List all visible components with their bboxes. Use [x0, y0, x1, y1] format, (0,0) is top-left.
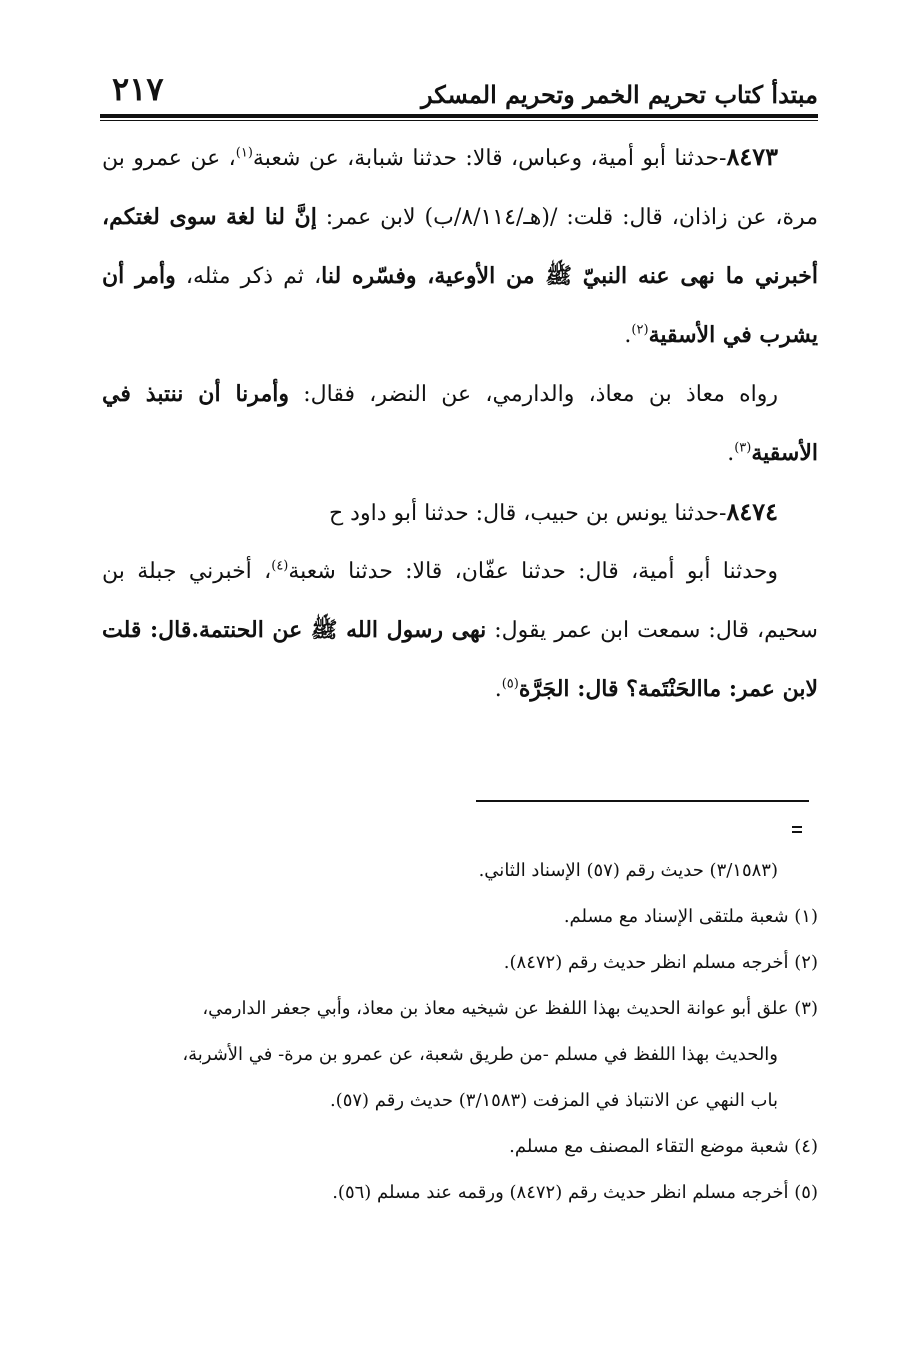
commentary-paragraph — [102, 365, 818, 483]
footnote-2: (٢) أخرجه مسلم انظر حديث رقم (٨٤٧٢). — [503, 952, 818, 973]
page-header — [100, 64, 818, 112]
text-run: -حدثنا أبو أمية، وعباس، قالا: حدثنا شبابة، عن شعبة — [252, 146, 727, 171]
continuation-mark — [792, 826, 802, 828]
hadith-number: ٨٤٧٤ — [726, 497, 778, 526]
footnote-3-line-2: والحديث بهذا اللفظ في مسلم -من طريق شعبة، عن عمرو بن مرة- في الأشربة، — [182, 1044, 778, 1065]
footnotes — [102, 848, 818, 1216]
footnote-4: (٤) شعبة موضع التقاء المصنف مع مسلم. — [509, 1136, 818, 1157]
bold-text: وأمر أن يشرب في الأسقية — [102, 263, 818, 348]
text-run: . — [624, 323, 632, 348]
hadith-8474-cont — [102, 543, 818, 719]
text-run: . — [494, 677, 502, 702]
text-run: . — [727, 441, 735, 466]
main-text — [102, 128, 818, 719]
header-rule — [100, 114, 818, 118]
footnote-ref: (٤) — [271, 558, 289, 574]
footnote-ref: (٢) — [631, 322, 649, 338]
footnote-3-line-3: باب النهي عن الانتباذ في المزفت (٣/١٥٨٣) حديث رقم (٥٧). — [329, 1090, 778, 1111]
page-number: ٢١٧ — [112, 70, 164, 108]
footnote-ref: (٥) — [501, 676, 519, 692]
footnote-ref: (١) — [235, 145, 253, 161]
text-run: ، عن عمرو بن مرة، عن زاذان، قال: قلت: /(هـ/٨/١١٤/ب) لابن عمر: — [102, 146, 818, 230]
hadith-8473 — [102, 128, 818, 365]
continuation-mark — [792, 831, 802, 833]
text-run: رواه معاذ بن معاذ، والدارمي، عن النضر، فقال: — [288, 382, 779, 407]
footnote-5: (٥) أخرجه مسلم انظر حديث رقم (٨٤٧٢) ورقمه عند مسلم (٥٦). — [332, 1182, 818, 1203]
text-run: -حدثنا يونس بن حبيب، قال: حدثنا أبو داود ح — [328, 501, 727, 526]
footnote-continuation: (٣/١٥٨٣) حديث رقم (٥٧) الإسناد الثاني. — [478, 860, 778, 881]
bold-text: وأمرنا أن ننتبذ في الأسقية — [102, 381, 818, 466]
header-rule-thin — [100, 120, 818, 121]
footnote-ref: (٣) — [734, 440, 752, 456]
footnote-separator — [476, 800, 809, 802]
text-run: وحدثنا أبو أمية، قال: حدثنا عفّان، قالا: حدثنا شعبة — [288, 559, 778, 584]
bold-text: نهى رسول الله ﷺ عن الحنتمة.قال: قلت لابن عمر: ماالحَنْتَمة؟ قال: الجَرَّة — [102, 617, 818, 702]
hadith-8474 — [102, 483, 818, 543]
footnote-1: (١) شعبة ملتقى الإسناد مع مسلم. — [563, 906, 818, 927]
hadith-number: ٨٤٧٣ — [726, 142, 779, 171]
text-run: ، ثم ذكر مثله، — [175, 264, 322, 289]
bold-text: إنَّ لنا لغة سوى لغتكم، أخبرني ما نهى عنه النبيّ ﷺ من الأوعية، وفسّره لنا — [102, 204, 818, 289]
text-run: ، أخبرني جبلة بن سحيم، قال: سمعت ابن عمر يقول: — [102, 559, 818, 643]
running-title: مبتدأ كتاب تحريم الخمر وتحريم المسكر — [420, 80, 818, 109]
footnote-3: (٣) علق أبو عوانة الحديث بهذا اللفظ عن شيخيه معاذ بن معاذ، وأبي جعفر الدارمي، — [202, 998, 818, 1019]
